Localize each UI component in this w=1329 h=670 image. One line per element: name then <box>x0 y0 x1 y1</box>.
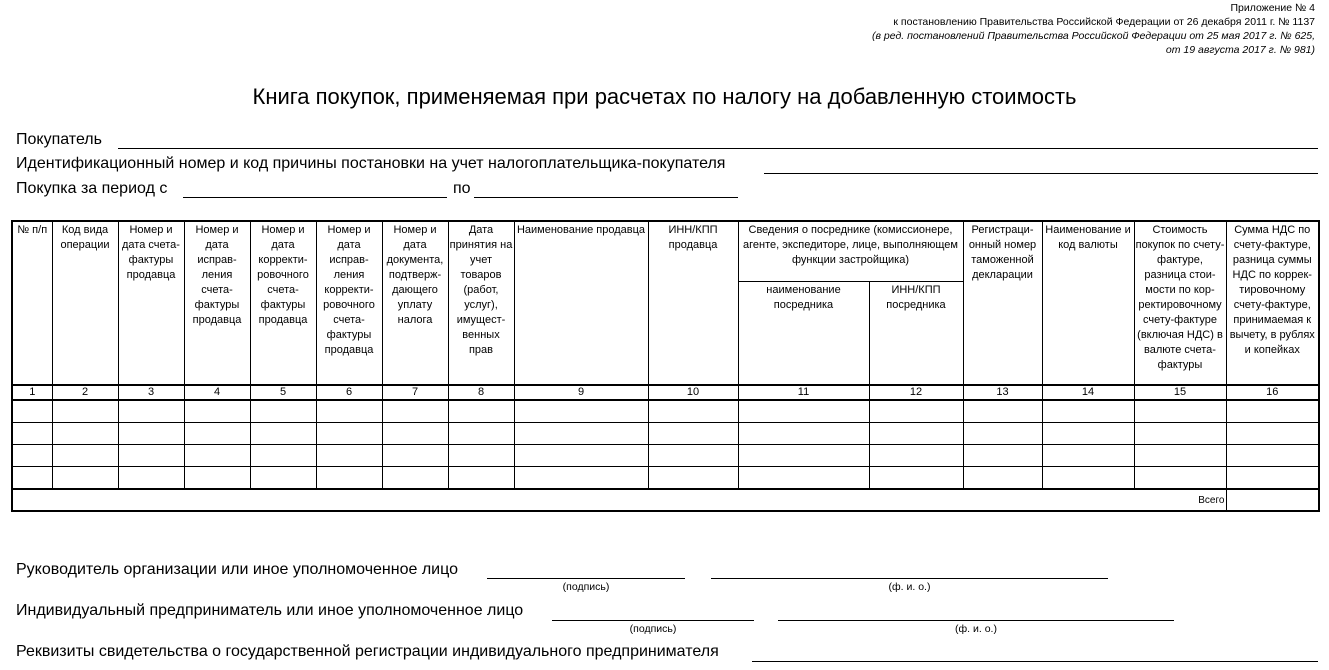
total-vat-cell[interactable] <box>1226 489 1319 511</box>
column-number: 12 <box>869 385 963 400</box>
col-header-payment-document: Номер и дата документа, подтверж-дающего уплату налога <box>382 221 448 385</box>
table-cell[interactable] <box>1134 445 1226 467</box>
requisites-field[interactable] <box>752 661 1318 662</box>
column-number: 16 <box>1226 385 1319 400</box>
col-header-intermediary-inn: ИНН/КПП посредника <box>869 281 963 385</box>
col-header-adjustment-correction: Номер и дата исправ-ления корректи-ровочного счета-фактуры продавца <box>316 221 382 385</box>
table-cell[interactable] <box>1134 423 1226 445</box>
table-cell[interactable] <box>738 467 869 490</box>
page-title: Книга покупок, применяемая при расчетах по налогу на добавленную стоимость <box>252 84 1077 109</box>
column-number: 4 <box>184 385 250 400</box>
col-header-intermediary-name: наименование посредника <box>738 281 869 385</box>
table-cell[interactable] <box>118 445 184 467</box>
table-cell[interactable] <box>1042 423 1134 445</box>
col-header-currency: Наименование и код валюты <box>1042 221 1134 385</box>
col-header-invoice: Номер и дата счета-фактуры продавца <box>118 221 184 385</box>
col-header-index: № п/п <box>12 221 52 385</box>
table-cell[interactable] <box>1226 445 1319 467</box>
column-numbers-row <box>12 385 1319 400</box>
period-from-field[interactable] <box>183 197 447 198</box>
column-number: 2 <box>52 385 118 400</box>
table-cell[interactable] <box>1042 467 1134 490</box>
total-row <box>12 489 1319 511</box>
col-header-adjustment-invoice: Номер и дата корректи-ровочного счета-фактуры продавца <box>250 221 316 385</box>
entrepreneur-name-caption: (ф. и. о.) <box>955 623 997 635</box>
column-number: 14 <box>1042 385 1134 400</box>
head-name-caption: (ф. и. о.) <box>888 581 931 593</box>
table-cell[interactable] <box>514 423 648 445</box>
column-number: 11 <box>738 385 869 400</box>
column-number: 9 <box>514 385 648 400</box>
column-number: 7 <box>382 385 448 400</box>
table-cell[interactable] <box>738 400 869 423</box>
table-cell[interactable] <box>869 467 963 490</box>
col-header-acceptance-date: Дата принятия на учет товаров (работ, услуг), имущест-венных прав <box>448 221 514 385</box>
table-cell[interactable] <box>1226 423 1319 445</box>
period-from-label: Покупка за период с <box>16 180 168 197</box>
table-cell[interactable] <box>316 400 382 423</box>
table-cell[interactable] <box>118 400 184 423</box>
table-cell[interactable] <box>382 467 448 490</box>
col-header-seller-name: Наименование продавца <box>514 221 648 385</box>
entrepreneur-signature-field[interactable] <box>552 620 754 621</box>
table-cell[interactable] <box>648 400 738 423</box>
table-cell[interactable] <box>869 423 963 445</box>
table-cell[interactable] <box>52 423 118 445</box>
purchase-book-table <box>11 220 1320 512</box>
table-cell[interactable] <box>738 423 869 445</box>
period-to-label: по <box>453 180 471 197</box>
table-row <box>12 467 1319 490</box>
period-to-field[interactable] <box>474 197 738 198</box>
inn-kpp-field[interactable] <box>764 173 1318 174</box>
col-header-vat-amount: Сумма НДС по счету-фактуре, разница суммы НДС по коррек-тировочному счету-фактуре, принимаемая к вычету, в рублях и копейках <box>1226 221 1319 385</box>
table-cell[interactable] <box>1042 445 1134 467</box>
table-cell[interactable] <box>184 467 250 490</box>
head-name-field[interactable] <box>711 578 1108 579</box>
column-number: 3 <box>118 385 184 400</box>
amendment-reference-cont: от 19 августа 2017 г. № 981) <box>1165 44 1315 56</box>
table-cell[interactable] <box>514 467 648 490</box>
table-cell[interactable] <box>12 467 52 490</box>
table-cell[interactable] <box>963 445 1042 467</box>
column-number: 8 <box>448 385 514 400</box>
table-cell[interactable] <box>648 445 738 467</box>
table-cell[interactable] <box>12 400 52 423</box>
entrepreneur-signature-caption: (подпись) <box>629 623 677 635</box>
table-cell[interactable] <box>250 400 316 423</box>
table-row <box>12 423 1319 445</box>
table-row <box>12 445 1319 467</box>
table-cell[interactable] <box>963 423 1042 445</box>
table-cell[interactable] <box>12 445 52 467</box>
table-cell[interactable] <box>316 467 382 490</box>
table-cell[interactable] <box>448 423 514 445</box>
column-number: 15 <box>1134 385 1226 400</box>
head-signature-caption: (подпись) <box>562 581 610 593</box>
col-header-customs-declaration: Регистраци-онный номер таможенной декларации <box>963 221 1042 385</box>
table-cell[interactable] <box>12 423 52 445</box>
table-cell[interactable] <box>52 400 118 423</box>
table-cell[interactable] <box>184 423 250 445</box>
table-cell[interactable] <box>250 423 316 445</box>
table-cell[interactable] <box>869 445 963 467</box>
entrepreneur-name-field[interactable] <box>778 620 1174 621</box>
table-cell[interactable] <box>963 467 1042 490</box>
table-cell[interactable] <box>1134 400 1226 423</box>
table-cell[interactable] <box>316 445 382 467</box>
table-cell[interactable] <box>1226 467 1319 490</box>
amendment-reference: (в ред. постановлений Правительства Российской Федерации от 25 мая 2017 г. № 625, <box>872 30 1315 42</box>
column-number: 5 <box>250 385 316 400</box>
table-cell[interactable] <box>514 445 648 467</box>
buyer-label: Покупатель <box>16 131 102 148</box>
table-cell[interactable] <box>250 445 316 467</box>
table-cell[interactable] <box>184 400 250 423</box>
table-cell[interactable] <box>52 445 118 467</box>
column-number: 10 <box>648 385 738 400</box>
table-cell[interactable] <box>1134 467 1226 490</box>
table-cell[interactable] <box>448 400 514 423</box>
resolution-reference: к постановлению Правительства Российской Федерации от 26 декабря 2011 г. № 1137 <box>893 16 1315 28</box>
table-cell[interactable] <box>1226 400 1319 423</box>
table-row <box>12 400 1319 423</box>
table-cell[interactable] <box>963 400 1042 423</box>
table-cell[interactable] <box>448 467 514 490</box>
col-header-seller-inn: ИНН/КПП продавца <box>648 221 738 385</box>
head-signature-label: Руководитель организации или иное уполномоченное лицо <box>16 561 458 578</box>
table-cell[interactable] <box>869 400 963 423</box>
col-header-intermediary-group: Сведения о посреднике (комиссионере, агенте, экспедиторе, лице, выполняющем функции застройщика) <box>738 221 963 281</box>
head-signature-field[interactable] <box>487 578 685 579</box>
table-cell[interactable] <box>250 467 316 490</box>
table-cell[interactable] <box>448 445 514 467</box>
table-cell[interactable] <box>382 445 448 467</box>
table-cell[interactable] <box>1042 400 1134 423</box>
inn-kpp-label: Идентификационный номер и код причины постановки на учет налогоплательщика-покупателя <box>16 155 726 172</box>
column-number: 13 <box>963 385 1042 400</box>
table-cell[interactable] <box>514 400 648 423</box>
entrepreneur-signature-label: Индивидуальный предприниматель или иное уполномоченное лицо <box>16 602 524 619</box>
table-cell[interactable] <box>118 467 184 490</box>
appendix-number: Приложение № 4 <box>1230 2 1315 14</box>
table-cell[interactable] <box>52 467 118 490</box>
column-number: 1 <box>12 385 52 400</box>
table-cell[interactable] <box>382 400 448 423</box>
col-header-invoice-correction: Номер и дата исправ-ления счета-фактуры продавца <box>184 221 250 385</box>
table-cell[interactable] <box>184 445 250 467</box>
column-number: 6 <box>316 385 382 400</box>
table-cell[interactable] <box>118 423 184 445</box>
requisites-label: Реквизиты свидетельства о государственной регистрации индивидуального предпринимателя <box>16 643 719 660</box>
buyer-field[interactable] <box>118 148 1318 149</box>
col-header-purchase-cost: Стоимость покупок по счету-фактуре, разница стои-мости по кор-ректировочному счету-фактуре (включая НДС) в валюте счета-фактуры <box>1134 221 1226 385</box>
total-label: Всего <box>12 489 1226 511</box>
table-cell[interactable] <box>382 423 448 445</box>
table-cell[interactable] <box>738 445 869 467</box>
col-header-operation-code: Код вида операции <box>52 221 118 385</box>
table-cell[interactable] <box>648 423 738 445</box>
table-cell[interactable] <box>648 467 738 490</box>
table-cell[interactable] <box>316 423 382 445</box>
